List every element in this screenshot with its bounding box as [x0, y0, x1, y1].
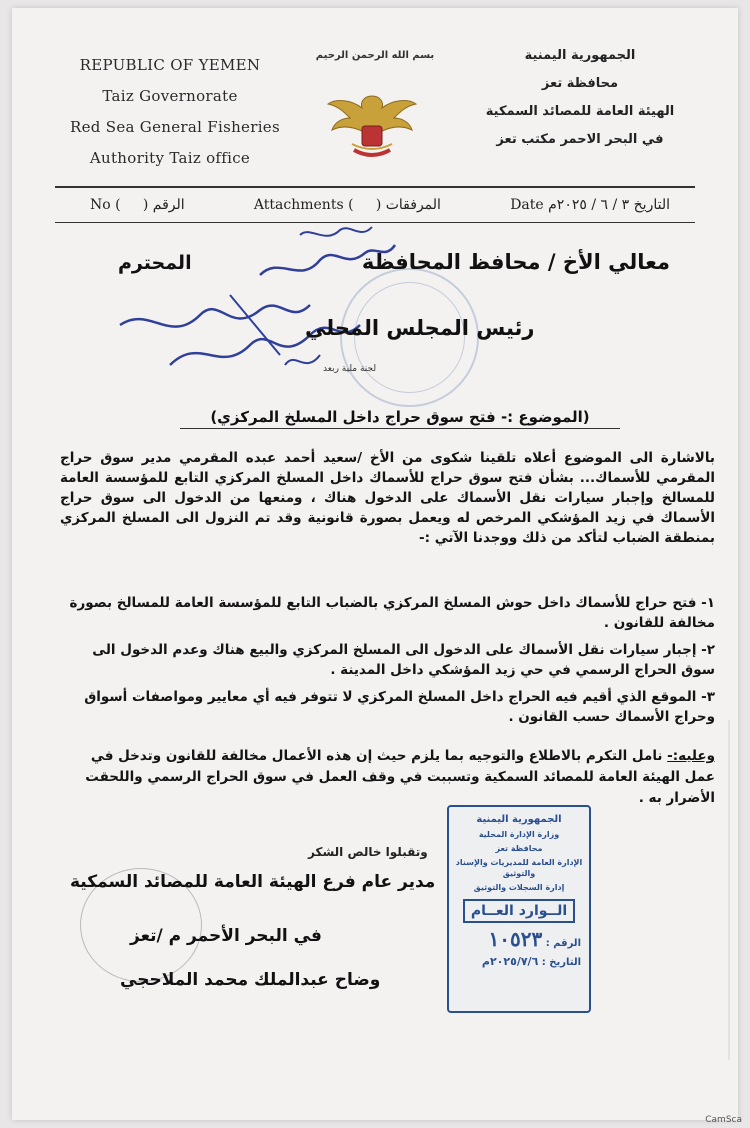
stamp-number-label: الرقم :	[545, 938, 581, 949]
addressee-note: لجنة ملية ربعد	[323, 364, 377, 374]
paper-fold	[728, 720, 730, 1060]
english-letterhead-line: Authority Taiz office	[89, 149, 251, 167]
ref-date-label: Date	[510, 197, 544, 213]
finding-item: ٣- الموقع الذي أقيم فيه الحراج داخل المسلخ المركزي لا تتوفر فيه أي معايير ومواصفات أسواق وحراج الأسماك حسب القانون .	[84, 689, 715, 725]
english-letterhead-line: REPUBLIC OF YEMEN	[79, 56, 261, 74]
stamp-line: وزارة الإدارة المحلية	[478, 830, 560, 839]
stamp-number: ١٠٥٢٣	[488, 927, 543, 951]
ref-date	[510, 197, 670, 213]
stamp-box-title: الــوارد العــام	[463, 899, 575, 923]
english-letterhead-line: Taiz Governorate	[102, 87, 238, 105]
basmala: بسم الله الرحمن الرحيم	[315, 50, 435, 61]
signatory-name: وضاح عبدالملك محمد الملاحجي	[120, 970, 381, 990]
conclusion-paragraph	[60, 746, 715, 809]
finding-item: ١- فتح حراج للأسماك داخل حوش المسلخ المركزي بالضباب التابع للمؤسسة العامة للمسالخ بصورة مخالفة للقانون .	[69, 595, 715, 631]
signatory-title: مدير عام فرع الهيئة العامة للمصائد السمكية	[70, 872, 436, 892]
ref-attachments-label: Attachments (	[253, 197, 354, 213]
english-letterhead-line: Red Sea General Fisheries	[70, 118, 280, 136]
english-letterhead	[70, 50, 280, 174]
ref-date-value: التاريخ ٣ / ٦ / ٢٠٢٥م	[548, 197, 670, 213]
finding-item: ٢- إجبار سيارات نقل الأسماك على الدخول الى المسلخ المركزي والبيع هناك وعدم الدخول الى سوق الحراج الرسمي في حي زيد المؤشكي داخل المدينة .	[92, 642, 715, 678]
stamp-line: محافظة تعز	[495, 844, 543, 853]
addressee-honorific: المحترم	[118, 252, 192, 274]
reference-line	[90, 197, 670, 213]
stamp-line: الجمهورية اليمنية	[476, 814, 562, 825]
conclusion-text: نامل التكرم بالاطلاع والتوجيه بما يلزم حيث إن هذه الأعمال مخالفة للقانون وتدخل في عمل الهيئة العامة للمصائد السمكية وتسببت في وقف العمل في سوق الحراج الرسمي واللحقت الأضرار به .	[85, 748, 715, 806]
closing-thanks: وتقبلوا خالص الشكر	[308, 845, 428, 859]
findings-list	[60, 593, 715, 734]
incoming-registry-stamp	[447, 805, 591, 1013]
addressee-council: رئيس المجلس المحلي	[305, 316, 535, 340]
ref-attachments-label-ar: ) المرفقات	[375, 197, 441, 213]
yemen-eagle-emblem-icon	[322, 88, 422, 168]
arabic-letterhead-line: الهيئة العامة للمصائد السمكية	[485, 104, 675, 119]
arabic-letterhead-line: محافظة تعز	[541, 76, 619, 91]
ref-attachments	[254, 197, 441, 213]
stamp-number-row	[449, 927, 589, 951]
arabic-letterhead-line: الجمهورية اليمنية	[524, 48, 636, 63]
stamp-line: الإدارة العامة للمديريات والإسناد والتوثيق	[455, 858, 583, 878]
stamp-line: إدارة السجلات والتوثيق	[473, 883, 565, 892]
signatory-region: في البحر الأحمر م /تعز	[130, 926, 322, 946]
addressee-title: معالي الأخ / محافظ المحافظة	[361, 250, 670, 274]
arabic-letterhead-line: في البحر الاحمر مكتب تعز	[496, 132, 664, 147]
header-divider	[55, 186, 695, 188]
stamp-date: ٢٠٢٥/٧/٦م	[481, 955, 539, 968]
ref-number-label-ar: ) الرقم	[142, 197, 185, 213]
letter-subject: (الموضوع :- فتح سوق حراج داخل المسلخ المركزي)	[180, 408, 620, 429]
arabic-letterhead	[465, 42, 695, 154]
stamp-date-label: التاريخ :	[541, 957, 581, 968]
body-intro: بالاشارة الى الموضوع أعلاه تلقينا شكوى من الأخ /سعيد أحمد عبده المقرمي مدير سوق حراج المقرمي للأسماك... بشأن فتح سوق حراج للأسماك داخل المسلخ المركزي التابع للمؤسسة العامة للمسالخ وإجبار سيارات نقل الأسماك على الدخول هناك ، ومنعها من الدخول الى سوق حراج الأسماك في زيد المؤشكي المرخص له ويعمل بصورة قانونية وقد تم النزول الى المسلخ المركزي بمنطقة الضباب لتأكد من ذلك ووجدنا الآتي :-	[60, 450, 715, 546]
stamp-date-row	[449, 955, 589, 968]
ref-number	[90, 197, 185, 213]
conclusion-lead: وعليه:-	[667, 748, 715, 764]
ref-number-label: No (	[90, 197, 121, 213]
scanner-watermark: CamSca	[705, 1115, 742, 1125]
